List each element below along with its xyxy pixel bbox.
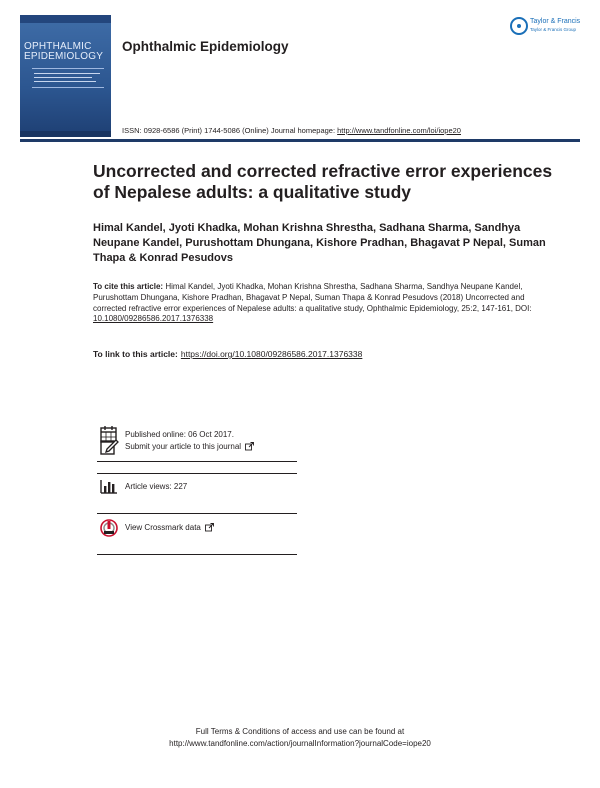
submit-article-info[interactable]	[97, 437, 297, 477]
published-date: Published online: 06 Oct 2017.	[125, 430, 234, 439]
journal-homepage-link[interactable]: http://www.tandfonline.com/loi/iope20	[337, 126, 461, 135]
crossmark-label: View Crossmark data	[125, 523, 201, 532]
bar-chart-icon	[99, 477, 119, 497]
journal-cover-image	[20, 15, 111, 137]
info-divider	[97, 554, 297, 555]
cover-title-line1: OPHTHALMIC	[24, 41, 92, 52]
journal-name[interactable]: Ophthalmic Epidemiology	[122, 39, 289, 54]
cover-subtitle-box	[32, 68, 104, 88]
cover-text-line	[34, 81, 96, 82]
crossmark-info[interactable]	[97, 518, 297, 558]
taylor-francis-icon	[510, 17, 528, 35]
cover-title-line2: EPIDEMIOLOGY	[24, 51, 104, 62]
cover-text-line	[34, 73, 100, 74]
external-link-icon	[205, 523, 214, 532]
cover-bottom-band	[20, 131, 111, 137]
publisher-logo-group: Taylor & Francis Group	[530, 27, 577, 32]
footer	[0, 726, 600, 750]
article-views-info	[97, 477, 297, 517]
publisher-logo[interactable]	[510, 16, 590, 38]
article-title: Uncorrected and corrected refractive error experiences of Nepalese adults: a qualitative study	[93, 161, 553, 202]
article-link-line	[93, 349, 362, 359]
header-divider	[20, 139, 580, 142]
external-link-icon	[245, 442, 254, 451]
footer-terms-text: Full Terms & Conditions of access and use can be found at	[195, 727, 405, 736]
citation-block	[93, 282, 533, 325]
submit-article-label: Submit your article to this journal	[125, 442, 242, 451]
citation-label: To cite this article:	[93, 282, 164, 291]
cover-title	[24, 42, 108, 62]
edit-icon	[99, 437, 119, 457]
cover-text-line	[34, 77, 92, 78]
submit-article-link[interactable]	[125, 442, 254, 451]
publisher-logo-name: Taylor & Francis	[530, 18, 581, 25]
issn-line	[122, 126, 461, 135]
link-label: To link to this article:	[93, 349, 178, 359]
info-divider	[97, 513, 297, 514]
issn-text: ISSN: 0928-6586 (Print) 1744-5086 (Online) Journal homepage:	[122, 126, 338, 135]
citation-doi-link[interactable]: 10.1080/09286586.2017.1376338	[93, 314, 214, 324]
article-authors: Himal Kandel, Jyoti Khadka, Mohan Krishna Shrestha, Sadhana Sharma, Sandhya Neupane Kandel, Purushottam Dhungana, Kishore Pradhan, Bhagavat P Nepal, Suman Thapa & Konrad Pesudovs	[93, 222, 546, 264]
article-doi-link[interactable]: https://doi.org/10.1080/09286586.2017.1376338	[180, 349, 363, 359]
info-divider	[97, 473, 297, 474]
citation-text: Himal Kandel, Jyoti Khadka, Mohan Krishna Shrestha, Sadhana Sharma, Sandhya Neupane Kandel, Purushottam Dhungana, Kishore Pradhan, Bhagavat P Nepal, Suman Thapa & Konrad Pesudovs (2018) Uncorrected and corrected refractive error experiences of Nepalese adults: a qualitative study, Ophthalmic Epidemiology, 25:2, 147-161, DOI:	[93, 282, 532, 313]
footer-terms-link[interactable]: http://www.tandfonline.com/action/journalInformation?journalCode=iope20	[169, 739, 431, 748]
article-views-count: Article views: 227	[125, 482, 188, 491]
crossmark-link[interactable]	[125, 523, 214, 532]
cover-top-band	[20, 15, 111, 23]
crossmark-icon	[99, 518, 119, 538]
